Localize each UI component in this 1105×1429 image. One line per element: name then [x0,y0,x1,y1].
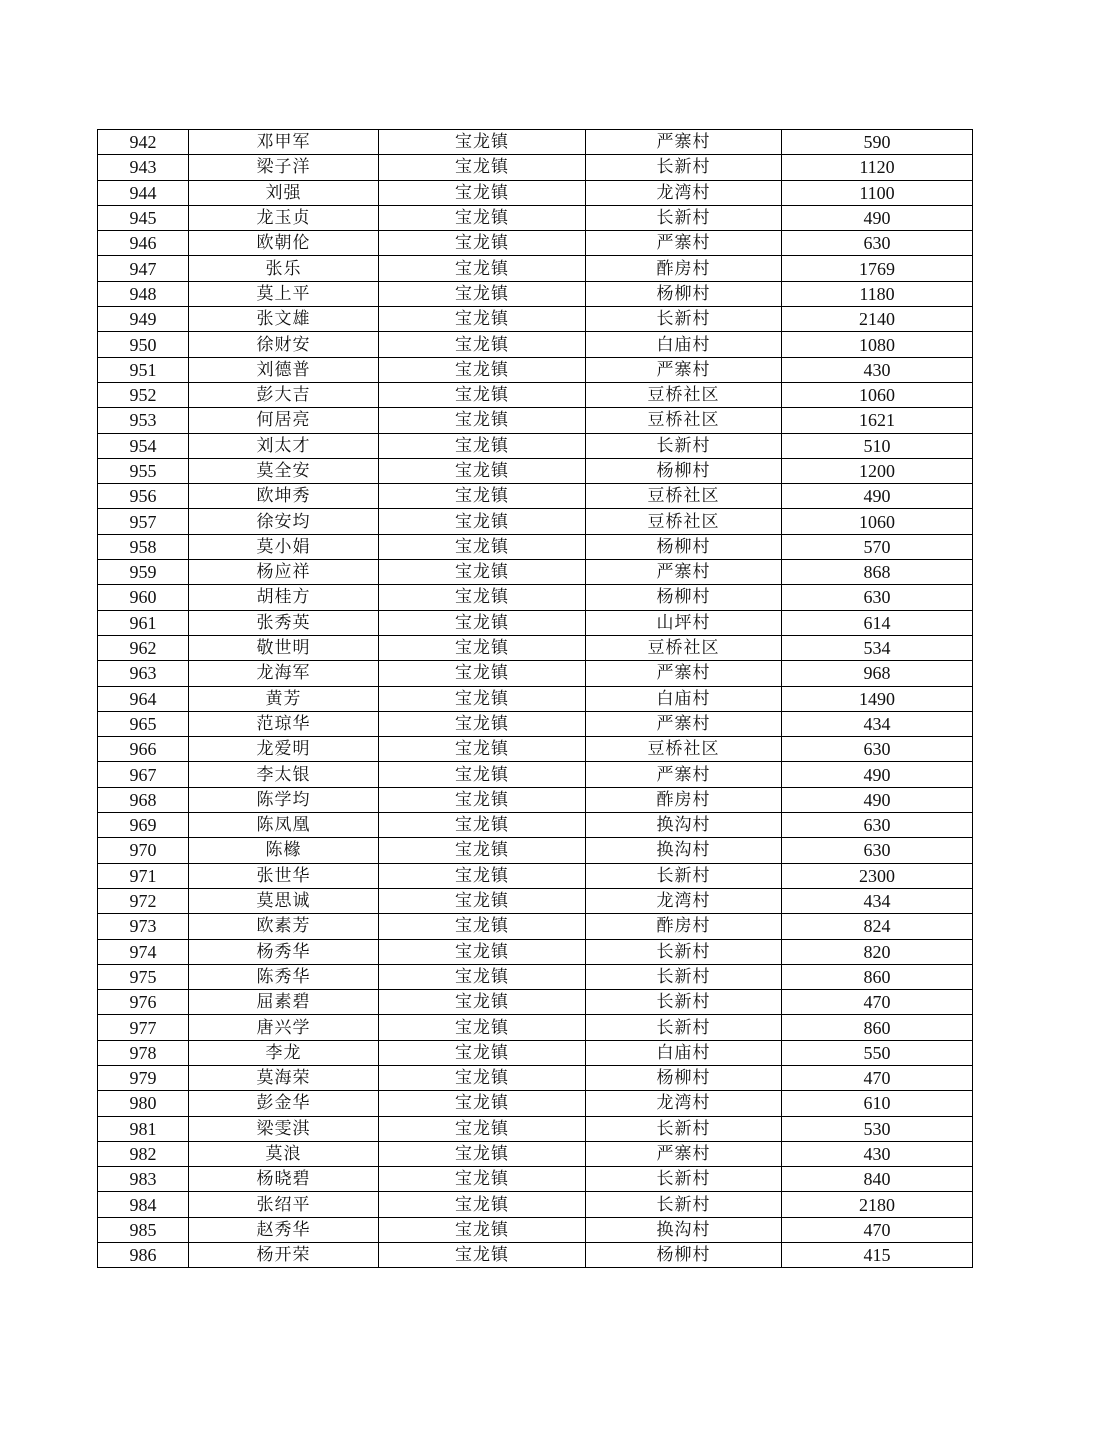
data-table-container [97,129,973,1268]
row-number-cell: 949 [98,307,189,332]
table-row [98,534,973,559]
amount-cell: 2180 [782,1192,973,1217]
amount-cell: 610 [782,1091,973,1116]
village-cell: 长新村 [586,1116,782,1141]
row-number-cell: 961 [98,610,189,635]
table-row [98,1040,973,1065]
table-body [98,130,973,1268]
name-cell: 莫上平 [189,281,379,306]
village-cell: 严寨村 [586,560,782,585]
table-row [98,813,973,838]
table-row [98,610,973,635]
village-cell: 长新村 [586,964,782,989]
row-number-cell: 976 [98,990,189,1015]
row-number-cell: 948 [98,281,189,306]
row-number-cell: 950 [98,332,189,357]
name-cell: 敬世明 [189,635,379,660]
row-number-cell: 953 [98,408,189,433]
town-cell: 宝龙镇 [379,231,586,256]
town-cell: 宝龙镇 [379,130,586,155]
village-cell: 严寨村 [586,357,782,382]
row-number-cell: 968 [98,787,189,812]
town-cell: 宝龙镇 [379,914,586,939]
amount-cell: 1621 [782,408,973,433]
name-cell: 龙玉贞 [189,205,379,230]
name-cell: 彭金华 [189,1091,379,1116]
row-number-cell: 962 [98,635,189,660]
table-row [98,711,973,736]
name-cell: 徐安均 [189,509,379,534]
row-number-cell: 965 [98,711,189,736]
name-cell: 陈橼 [189,838,379,863]
table-row [98,762,973,787]
town-cell: 宝龙镇 [379,281,586,306]
row-number-cell: 986 [98,1243,189,1268]
village-cell: 白庙村 [586,1040,782,1065]
town-cell: 宝龙镇 [379,1065,586,1090]
row-number-cell: 954 [98,433,189,458]
name-cell: 黄芳 [189,686,379,711]
village-cell: 长新村 [586,863,782,888]
town-cell: 宝龙镇 [379,762,586,787]
row-number-cell: 971 [98,863,189,888]
name-cell: 胡桂方 [189,585,379,610]
village-cell: 严寨村 [586,661,782,686]
amount-cell: 590 [782,130,973,155]
table-row [98,585,973,610]
amount-cell: 2300 [782,863,973,888]
town-cell: 宝龙镇 [379,307,586,332]
table-row [98,1065,973,1090]
name-cell: 屈素碧 [189,990,379,1015]
row-number-cell: 958 [98,534,189,559]
town-cell: 宝龙镇 [379,458,586,483]
row-number-cell: 972 [98,888,189,913]
town-cell: 宝龙镇 [379,661,586,686]
amount-cell: 570 [782,534,973,559]
town-cell: 宝龙镇 [379,180,586,205]
name-cell: 赵秀华 [189,1217,379,1242]
village-cell: 长新村 [586,307,782,332]
town-cell: 宝龙镇 [379,939,586,964]
name-cell: 徐财安 [189,332,379,357]
name-cell: 刘太才 [189,433,379,458]
village-cell: 豆桥社区 [586,408,782,433]
amount-cell: 840 [782,1167,973,1192]
name-cell: 杨秀华 [189,939,379,964]
table-row [98,964,973,989]
amount-cell: 1100 [782,180,973,205]
name-cell: 龙爱明 [189,737,379,762]
amount-cell: 1060 [782,382,973,407]
village-cell: 严寨村 [586,711,782,736]
name-cell: 范琼华 [189,711,379,736]
town-cell: 宝龙镇 [379,1141,586,1166]
town-cell: 宝龙镇 [379,1015,586,1040]
town-cell: 宝龙镇 [379,1192,586,1217]
village-cell: 白庙村 [586,686,782,711]
village-cell: 严寨村 [586,1141,782,1166]
village-cell: 长新村 [586,1015,782,1040]
village-cell: 杨柳村 [586,281,782,306]
amount-cell: 470 [782,990,973,1015]
row-number-cell: 956 [98,484,189,509]
table-row [98,838,973,863]
table-row [98,990,973,1015]
table-row [98,914,973,939]
table-row [98,686,973,711]
village-cell: 长新村 [586,205,782,230]
amount-cell: 1200 [782,458,973,483]
table-row [98,281,973,306]
row-number-cell: 947 [98,256,189,281]
amount-cell: 824 [782,914,973,939]
row-number-cell: 984 [98,1192,189,1217]
table-row [98,661,973,686]
name-cell: 彭大吉 [189,382,379,407]
name-cell: 唐兴学 [189,1015,379,1040]
amount-cell: 630 [782,838,973,863]
row-number-cell: 979 [98,1065,189,1090]
amount-cell: 1080 [782,332,973,357]
amount-cell: 430 [782,1141,973,1166]
name-cell: 莫小娟 [189,534,379,559]
village-cell: 严寨村 [586,762,782,787]
amount-cell: 470 [782,1217,973,1242]
name-cell: 何居亮 [189,408,379,433]
table-row [98,180,973,205]
town-cell: 宝龙镇 [379,357,586,382]
amount-cell: 820 [782,939,973,964]
village-cell: 杨柳村 [586,585,782,610]
table-row [98,205,973,230]
row-number-cell: 980 [98,1091,189,1116]
village-cell: 严寨村 [586,130,782,155]
village-cell: 杨柳村 [586,458,782,483]
town-cell: 宝龙镇 [379,1116,586,1141]
table-row [98,1167,973,1192]
table-row [98,231,973,256]
town-cell: 宝龙镇 [379,408,586,433]
amount-cell: 968 [782,661,973,686]
table-row [98,1243,973,1268]
name-cell: 杨应祥 [189,560,379,585]
town-cell: 宝龙镇 [379,888,586,913]
table-row [98,863,973,888]
town-cell: 宝龙镇 [379,787,586,812]
table-row [98,1141,973,1166]
town-cell: 宝龙镇 [379,863,586,888]
amount-cell: 614 [782,610,973,635]
amount-cell: 490 [782,787,973,812]
table-row [98,635,973,660]
town-cell: 宝龙镇 [379,585,586,610]
name-cell: 张世华 [189,863,379,888]
town-cell: 宝龙镇 [379,433,586,458]
table-row [98,888,973,913]
village-cell: 长新村 [586,1167,782,1192]
table-row [98,1116,973,1141]
table-row [98,484,973,509]
name-cell: 李太银 [189,762,379,787]
name-cell: 陈凤凰 [189,813,379,838]
amount-cell: 630 [782,585,973,610]
amount-cell: 490 [782,484,973,509]
table-row [98,560,973,585]
village-cell: 长新村 [586,990,782,1015]
town-cell: 宝龙镇 [379,534,586,559]
row-number-cell: 942 [98,130,189,155]
amount-cell: 434 [782,711,973,736]
row-number-cell: 982 [98,1141,189,1166]
row-number-cell: 951 [98,357,189,382]
table-row [98,408,973,433]
village-cell: 豆桥社区 [586,484,782,509]
village-cell: 换沟村 [586,1217,782,1242]
amount-cell: 860 [782,964,973,989]
town-cell: 宝龙镇 [379,964,586,989]
row-number-cell: 977 [98,1015,189,1040]
row-number-cell: 978 [98,1040,189,1065]
table-row [98,256,973,281]
row-number-cell: 945 [98,205,189,230]
town-cell: 宝龙镇 [379,560,586,585]
row-number-cell: 981 [98,1116,189,1141]
amount-cell: 490 [782,205,973,230]
row-number-cell: 974 [98,939,189,964]
name-cell: 莫思诚 [189,888,379,913]
name-cell: 张绍平 [189,1192,379,1217]
town-cell: 宝龙镇 [379,509,586,534]
village-cell: 杨柳村 [586,534,782,559]
name-cell: 杨晓碧 [189,1167,379,1192]
row-number-cell: 955 [98,458,189,483]
table-row [98,737,973,762]
row-number-cell: 944 [98,180,189,205]
village-cell: 严寨村 [586,231,782,256]
table-row [98,1091,973,1116]
village-cell: 豆桥社区 [586,509,782,534]
village-cell: 换沟村 [586,838,782,863]
village-cell: 酢房村 [586,914,782,939]
town-cell: 宝龙镇 [379,1091,586,1116]
amount-cell: 630 [782,231,973,256]
name-cell: 莫海荣 [189,1065,379,1090]
row-number-cell: 975 [98,964,189,989]
name-cell: 莫浪 [189,1141,379,1166]
row-number-cell: 963 [98,661,189,686]
table-row [98,458,973,483]
town-cell: 宝龙镇 [379,686,586,711]
amount-cell: 434 [782,888,973,913]
data-table [97,129,973,1268]
amount-cell: 1769 [782,256,973,281]
name-cell: 莫全安 [189,458,379,483]
amount-cell: 1120 [782,155,973,180]
amount-cell: 490 [782,762,973,787]
name-cell: 张秀英 [189,610,379,635]
name-cell: 刘德普 [189,357,379,382]
name-cell: 刘强 [189,180,379,205]
name-cell: 梁雯淇 [189,1116,379,1141]
amount-cell: 860 [782,1015,973,1040]
town-cell: 宝龙镇 [379,1243,586,1268]
row-number-cell: 957 [98,509,189,534]
row-number-cell: 969 [98,813,189,838]
name-cell: 张乐 [189,256,379,281]
town-cell: 宝龙镇 [379,1040,586,1065]
amount-cell: 2140 [782,307,973,332]
amount-cell: 510 [782,433,973,458]
town-cell: 宝龙镇 [379,813,586,838]
village-cell: 豆桥社区 [586,382,782,407]
name-cell: 梁子洋 [189,155,379,180]
village-cell: 豆桥社区 [586,635,782,660]
table-row [98,357,973,382]
name-cell: 陈学均 [189,787,379,812]
row-number-cell: 967 [98,762,189,787]
row-number-cell: 970 [98,838,189,863]
name-cell: 杨开荣 [189,1243,379,1268]
town-cell: 宝龙镇 [379,990,586,1015]
village-cell: 龙湾村 [586,180,782,205]
village-cell: 长新村 [586,433,782,458]
amount-cell: 1490 [782,686,973,711]
amount-cell: 534 [782,635,973,660]
name-cell: 陈秀华 [189,964,379,989]
village-cell: 豆桥社区 [586,737,782,762]
table-row [98,307,973,332]
town-cell: 宝龙镇 [379,838,586,863]
row-number-cell: 960 [98,585,189,610]
village-cell: 长新村 [586,1192,782,1217]
row-number-cell: 943 [98,155,189,180]
amount-cell: 550 [782,1040,973,1065]
row-number-cell: 966 [98,737,189,762]
village-cell: 杨柳村 [586,1065,782,1090]
town-cell: 宝龙镇 [379,635,586,660]
amount-cell: 430 [782,357,973,382]
table-row [98,433,973,458]
table-row [98,939,973,964]
town-cell: 宝龙镇 [379,382,586,407]
name-cell: 欧坤秀 [189,484,379,509]
table-row [98,787,973,812]
town-cell: 宝龙镇 [379,155,586,180]
village-cell: 长新村 [586,939,782,964]
amount-cell: 630 [782,737,973,762]
name-cell: 欧素芳 [189,914,379,939]
table-row [98,509,973,534]
village-cell: 长新村 [586,155,782,180]
table-row [98,155,973,180]
town-cell: 宝龙镇 [379,484,586,509]
row-number-cell: 973 [98,914,189,939]
name-cell: 欧朝伦 [189,231,379,256]
table-row [98,332,973,357]
row-number-cell: 946 [98,231,189,256]
town-cell: 宝龙镇 [379,1217,586,1242]
name-cell: 张文雄 [189,307,379,332]
village-cell: 龙湾村 [586,888,782,913]
town-cell: 宝龙镇 [379,711,586,736]
amount-cell: 1180 [782,281,973,306]
town-cell: 宝龙镇 [379,1167,586,1192]
table-row [98,1217,973,1242]
name-cell: 邓甲军 [189,130,379,155]
row-number-cell: 959 [98,560,189,585]
table-row [98,1192,973,1217]
row-number-cell: 983 [98,1167,189,1192]
row-number-cell: 964 [98,686,189,711]
village-cell: 山坪村 [586,610,782,635]
village-cell: 酢房村 [586,787,782,812]
village-cell: 换沟村 [586,813,782,838]
name-cell: 龙海军 [189,661,379,686]
amount-cell: 470 [782,1065,973,1090]
table-row [98,130,973,155]
row-number-cell: 985 [98,1217,189,1242]
town-cell: 宝龙镇 [379,737,586,762]
town-cell: 宝龙镇 [379,332,586,357]
village-cell: 龙湾村 [586,1091,782,1116]
town-cell: 宝龙镇 [379,205,586,230]
name-cell: 李龙 [189,1040,379,1065]
amount-cell: 530 [782,1116,973,1141]
village-cell: 酢房村 [586,256,782,281]
amount-cell: 415 [782,1243,973,1268]
amount-cell: 868 [782,560,973,585]
village-cell: 杨柳村 [586,1243,782,1268]
table-row [98,1015,973,1040]
town-cell: 宝龙镇 [379,256,586,281]
table-row [98,382,973,407]
amount-cell: 630 [782,813,973,838]
town-cell: 宝龙镇 [379,610,586,635]
village-cell: 白庙村 [586,332,782,357]
amount-cell: 1060 [782,509,973,534]
row-number-cell: 952 [98,382,189,407]
